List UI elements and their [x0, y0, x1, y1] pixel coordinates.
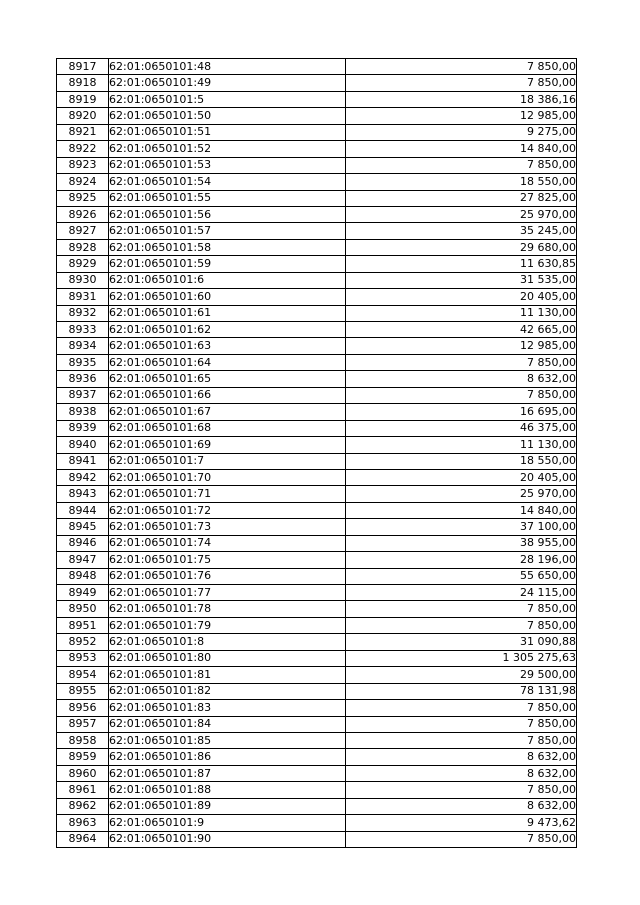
cadastral-number-cell: 62:01:0650101:57	[109, 223, 346, 239]
row-number-cell: 8954	[57, 667, 109, 683]
row-number-cell: 8948	[57, 568, 109, 584]
row-number-cell: 8928	[57, 239, 109, 255]
row-number-cell: 8920	[57, 108, 109, 124]
row-number-cell: 8946	[57, 535, 109, 551]
value-cell: 28 196,00	[346, 552, 577, 568]
table-row	[57, 206, 577, 222]
table-row	[57, 437, 577, 453]
row-number-cell: 8931	[57, 289, 109, 305]
value-cell: 18 386,16	[346, 91, 577, 107]
table-row	[57, 272, 577, 288]
table-row	[57, 420, 577, 436]
cadastral-number-cell: 62:01:0650101:67	[109, 404, 346, 420]
cadastral-number-cell: 62:01:0650101:69	[109, 437, 346, 453]
value-cell: 18 550,00	[346, 453, 577, 469]
value-cell: 7 850,00	[346, 831, 577, 847]
value-cell: 29 680,00	[346, 239, 577, 255]
table-row	[57, 223, 577, 239]
row-number-cell: 8944	[57, 502, 109, 518]
row-number-cell: 8921	[57, 124, 109, 140]
cadastral-number-cell: 62:01:0650101:87	[109, 765, 346, 781]
row-number-cell: 8945	[57, 519, 109, 535]
value-cell: 7 850,00	[346, 75, 577, 91]
cadastral-number-cell: 62:01:0650101:53	[109, 157, 346, 173]
cadastral-number-cell: 62:01:0650101:5	[109, 91, 346, 107]
cadastral-number-cell: 62:01:0650101:82	[109, 683, 346, 699]
cadastral-number-cell: 62:01:0650101:55	[109, 190, 346, 206]
row-number-cell: 8952	[57, 634, 109, 650]
value-cell: 7 850,00	[346, 59, 577, 75]
row-number-cell: 8929	[57, 256, 109, 272]
value-cell: 7 850,00	[346, 601, 577, 617]
table-row	[57, 535, 577, 551]
table-row	[57, 585, 577, 601]
value-cell: 20 405,00	[346, 289, 577, 305]
table-row	[57, 387, 577, 403]
value-cell: 78 131,98	[346, 683, 577, 699]
table-row	[57, 798, 577, 814]
cadastral-number-cell: 62:01:0650101:73	[109, 519, 346, 535]
table-row	[57, 404, 577, 420]
row-number-cell: 8958	[57, 732, 109, 748]
table-row	[57, 617, 577, 633]
row-number-cell: 8959	[57, 749, 109, 765]
value-cell: 29 500,00	[346, 667, 577, 683]
table-row	[57, 124, 577, 140]
row-number-cell: 8942	[57, 469, 109, 485]
table-row	[57, 371, 577, 387]
value-cell: 11 630,85	[346, 256, 577, 272]
table-row	[57, 831, 577, 847]
cadastral-number-cell: 62:01:0650101:49	[109, 75, 346, 91]
value-cell: 7 850,00	[346, 716, 577, 732]
row-number-cell: 8961	[57, 782, 109, 798]
row-number-cell: 8932	[57, 305, 109, 321]
value-cell: 46 375,00	[346, 420, 577, 436]
table-row	[57, 486, 577, 502]
row-number-cell: 8934	[57, 338, 109, 354]
value-cell: 18 550,00	[346, 174, 577, 190]
cadastral-number-cell: 62:01:0650101:90	[109, 831, 346, 847]
row-number-cell: 8940	[57, 437, 109, 453]
table-row	[57, 354, 577, 370]
value-cell: 14 840,00	[346, 141, 577, 157]
table-row	[57, 815, 577, 831]
cadastral-number-cell: 62:01:0650101:75	[109, 552, 346, 568]
table-row	[57, 190, 577, 206]
table-row	[57, 59, 577, 75]
table-row	[57, 667, 577, 683]
row-number-cell: 8947	[57, 552, 109, 568]
cadastral-number-cell: 62:01:0650101:79	[109, 617, 346, 633]
value-cell: 14 840,00	[346, 502, 577, 518]
value-cell: 11 130,00	[346, 437, 577, 453]
cadastral-value-table	[56, 58, 577, 848]
row-number-cell: 8927	[57, 223, 109, 239]
value-cell: 38 955,00	[346, 535, 577, 551]
cadastral-number-cell: 62:01:0650101:64	[109, 354, 346, 370]
row-number-cell: 8935	[57, 354, 109, 370]
cadastral-number-cell: 62:01:0650101:8	[109, 634, 346, 650]
row-number-cell: 8937	[57, 387, 109, 403]
value-cell: 8 632,00	[346, 765, 577, 781]
table-row	[57, 601, 577, 617]
cadastral-number-cell: 62:01:0650101:56	[109, 206, 346, 222]
table-row	[57, 289, 577, 305]
cadastral-number-cell: 62:01:0650101:62	[109, 322, 346, 338]
value-cell: 27 825,00	[346, 190, 577, 206]
cadastral-number-cell: 62:01:0650101:85	[109, 732, 346, 748]
value-cell: 11 130,00	[346, 305, 577, 321]
row-number-cell: 8950	[57, 601, 109, 617]
table-row	[57, 141, 577, 157]
row-number-cell: 8922	[57, 141, 109, 157]
row-number-cell: 8917	[57, 59, 109, 75]
value-cell: 7 850,00	[346, 700, 577, 716]
cadastral-number-cell: 62:01:0650101:7	[109, 453, 346, 469]
cadastral-number-cell: 62:01:0650101:61	[109, 305, 346, 321]
row-number-cell: 8924	[57, 174, 109, 190]
table-row	[57, 650, 577, 666]
row-number-cell: 8918	[57, 75, 109, 91]
table-row	[57, 108, 577, 124]
cadastral-number-cell: 62:01:0650101:74	[109, 535, 346, 551]
cadastral-number-cell: 62:01:0650101:63	[109, 338, 346, 354]
table-row	[57, 157, 577, 173]
table-row	[57, 469, 577, 485]
row-number-cell: 8925	[57, 190, 109, 206]
value-cell: 1 305 275,63	[346, 650, 577, 666]
value-cell: 24 115,00	[346, 585, 577, 601]
cadastral-number-cell: 62:01:0650101:54	[109, 174, 346, 190]
cadastral-number-cell: 62:01:0650101:89	[109, 798, 346, 814]
value-cell: 7 850,00	[346, 387, 577, 403]
value-cell: 8 632,00	[346, 798, 577, 814]
table-row	[57, 732, 577, 748]
cadastral-number-cell: 62:01:0650101:88	[109, 782, 346, 798]
value-cell: 25 970,00	[346, 206, 577, 222]
cadastral-number-cell: 62:01:0650101:65	[109, 371, 346, 387]
table-row	[57, 683, 577, 699]
row-number-cell: 8962	[57, 798, 109, 814]
table-row	[57, 239, 577, 255]
cadastral-number-cell: 62:01:0650101:80	[109, 650, 346, 666]
value-cell: 31 535,00	[346, 272, 577, 288]
cadastral-number-cell: 62:01:0650101:66	[109, 387, 346, 403]
row-number-cell: 8964	[57, 831, 109, 847]
value-cell: 55 650,00	[346, 568, 577, 584]
row-number-cell: 8953	[57, 650, 109, 666]
cadastral-number-cell: 62:01:0650101:81	[109, 667, 346, 683]
value-cell: 7 850,00	[346, 782, 577, 798]
cadastral-number-cell: 62:01:0650101:60	[109, 289, 346, 305]
value-cell: 7 850,00	[346, 354, 577, 370]
table-row	[57, 552, 577, 568]
value-cell: 7 850,00	[346, 617, 577, 633]
cadastral-number-cell: 62:01:0650101:77	[109, 585, 346, 601]
value-cell: 9 473,62	[346, 815, 577, 831]
table-row	[57, 634, 577, 650]
cadastral-number-cell: 62:01:0650101:72	[109, 502, 346, 518]
cadastral-number-cell: 62:01:0650101:59	[109, 256, 346, 272]
cadastral-number-cell: 62:01:0650101:84	[109, 716, 346, 732]
table-row	[57, 700, 577, 716]
cadastral-number-cell: 62:01:0650101:68	[109, 420, 346, 436]
value-cell: 8 632,00	[346, 371, 577, 387]
value-cell: 8 632,00	[346, 749, 577, 765]
cadastral-number-cell: 62:01:0650101:48	[109, 59, 346, 75]
table-row	[57, 75, 577, 91]
table-row	[57, 91, 577, 107]
row-number-cell: 8923	[57, 157, 109, 173]
table-row	[57, 305, 577, 321]
table-row	[57, 782, 577, 798]
cadastral-number-cell: 62:01:0650101:76	[109, 568, 346, 584]
table-body	[57, 59, 577, 848]
row-number-cell: 8936	[57, 371, 109, 387]
row-number-cell: 8933	[57, 322, 109, 338]
cadastral-number-cell: 62:01:0650101:50	[109, 108, 346, 124]
value-cell: 37 100,00	[346, 519, 577, 535]
cadastral-number-cell: 62:01:0650101:6	[109, 272, 346, 288]
row-number-cell: 8943	[57, 486, 109, 502]
cadastral-number-cell: 62:01:0650101:52	[109, 141, 346, 157]
row-number-cell: 8957	[57, 716, 109, 732]
row-number-cell: 8938	[57, 404, 109, 420]
table-row	[57, 174, 577, 190]
row-number-cell: 8926	[57, 206, 109, 222]
table-row	[57, 338, 577, 354]
row-number-cell: 8939	[57, 420, 109, 436]
value-cell: 7 850,00	[346, 732, 577, 748]
row-number-cell: 8941	[57, 453, 109, 469]
table-row	[57, 256, 577, 272]
row-number-cell: 8956	[57, 700, 109, 716]
table-row	[57, 716, 577, 732]
cadastral-number-cell: 62:01:0650101:70	[109, 469, 346, 485]
table-row	[57, 322, 577, 338]
value-cell: 42 665,00	[346, 322, 577, 338]
value-cell: 12 985,00	[346, 338, 577, 354]
value-cell: 7 850,00	[346, 157, 577, 173]
table-row	[57, 568, 577, 584]
table-row	[57, 502, 577, 518]
table-row	[57, 453, 577, 469]
value-cell: 16 695,00	[346, 404, 577, 420]
row-number-cell: 8919	[57, 91, 109, 107]
value-cell: 35 245,00	[346, 223, 577, 239]
document-page	[56, 58, 576, 848]
cadastral-number-cell: 62:01:0650101:58	[109, 239, 346, 255]
cadastral-number-cell: 62:01:0650101:83	[109, 700, 346, 716]
cadastral-number-cell: 62:01:0650101:86	[109, 749, 346, 765]
cadastral-number-cell: 62:01:0650101:71	[109, 486, 346, 502]
value-cell: 12 985,00	[346, 108, 577, 124]
row-number-cell: 8960	[57, 765, 109, 781]
row-number-cell: 8930	[57, 272, 109, 288]
row-number-cell: 8951	[57, 617, 109, 633]
row-number-cell: 8963	[57, 815, 109, 831]
table-row	[57, 765, 577, 781]
cadastral-number-cell: 62:01:0650101:78	[109, 601, 346, 617]
table-row	[57, 519, 577, 535]
cadastral-number-cell: 62:01:0650101:9	[109, 815, 346, 831]
table-row	[57, 749, 577, 765]
row-number-cell: 8949	[57, 585, 109, 601]
row-number-cell: 8955	[57, 683, 109, 699]
value-cell: 20 405,00	[346, 469, 577, 485]
value-cell: 25 970,00	[346, 486, 577, 502]
cadastral-number-cell: 62:01:0650101:51	[109, 124, 346, 140]
value-cell: 9 275,00	[346, 124, 577, 140]
value-cell: 31 090,88	[346, 634, 577, 650]
